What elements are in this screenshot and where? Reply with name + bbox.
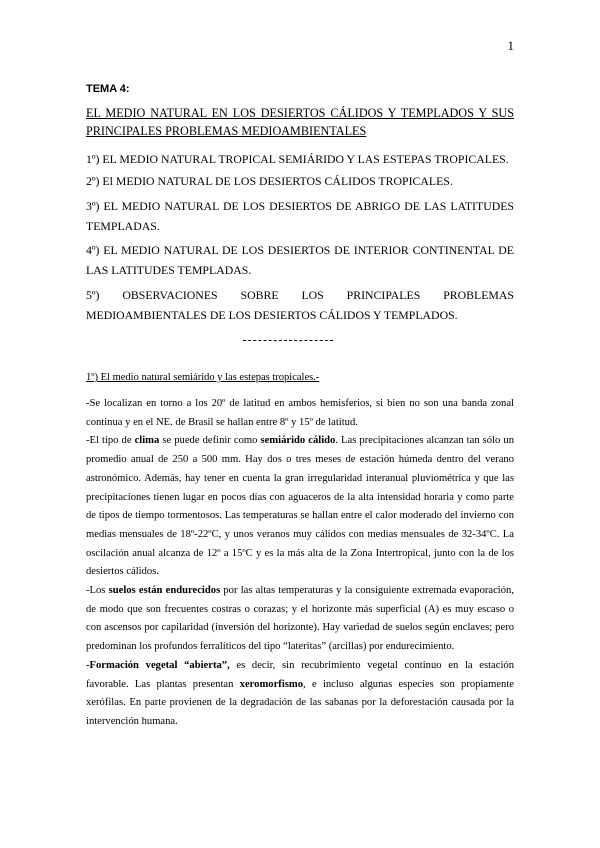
index-item-3: 3º) EL MEDIO NATURAL DE LOS DESIERTOS DE ABRIGO DE LAS LATITUDES TEMPLADAS. [86, 199, 514, 233]
title-line-2: PRINCIPALES PROBLEMAS MEDIOAMBIENTALES [86, 124, 367, 138]
index-item-5: 5º) OBSERVACIONES SOBRE LOS PRINCIPALES PROBLEMAS MEDIOAMBIENTALES DE LOS DESIERTOS CÁLIDOS Y TEMPLADOS. [86, 288, 514, 322]
index-item-2: 2º) El MEDIO NATURAL DE LOS DESIERTOS CÁLIDOS TROPICALES. [86, 174, 453, 188]
topic-heading: TEMA 4: [86, 83, 130, 95]
index-item-1: 1º) EL MEDIO NATURAL TROPICAL SEMIÁRIDO Y LAS ESTEPAS TROPICALES. [86, 152, 509, 166]
page-number: 1 [507, 38, 514, 53]
section-body [86, 395, 514, 732]
index-item-4: 4º) EL MEDIO NATURAL DE LOS DESIERTOS DE INTERIOR CONTINENTAL DE LAS LATITUDES TEMPLADAS. [86, 243, 514, 277]
document-title [86, 104, 514, 140]
paragraph-climate: -El tipo de clima se puede definir como semiárido cálido. Las precipitaciones alcanzan tan sólo un promedio anual de 250 a 500 mm. Hay dos o tres meses de estación húmeda dentro del verano astronómico. Además, hay tener en cuenta la gran irregularidad interanual pluviométrica y que las precipitaciones tienen lugar en pocos días con aguaceros de la alta intensidad horaria y como parte de tipos de tiempo tormentosos. Las temperaturas se hallan entre el calor moderado del invierno con medias mensuales de 18º-22ºC, y unos veranos muy cálidos con medias mensuales de 32-34ºC. La oscilación anual alcanza de 12º a 15ºC y es la más alta de la Zona Intertropical, junto con la de los desiertos cálidos. [86, 435, 514, 578]
section-heading: 1º) El medio natural semiárido y las estepas tropicales.- [86, 372, 320, 383]
paragraph-vegetation: -Formación vegetal “abierta”, es decir, sin recubrimiento vegetal continuo en la estación favorable. Las plantas presentan xeromorfismo, e incluso algunas especies son propiamente xerófilas. En parte provienen de la degradación de las sabanas por la deforestación causada por la intervención humana. [86, 659, 514, 727]
title-line-1: EL MEDIO NATURAL EN LOS DESIERTOS CÁLIDOS Y TEMPLADOS Y SUS [86, 106, 514, 120]
paragraph-location: -Se localizan en torno a los 20º de latitud en ambos hemisferios, si bien no son una banda zonal continua y en el NE. de Brasil se hallan entre 8º y 15º de latitud. [86, 398, 514, 428]
section-divider [243, 340, 333, 341]
paragraph-soils: -Los suelos están endurecidos por las altas temperaturas y la consiguiente extremada evaporación, de modo que son frecuentes costras o corazas; y el horizonte más superficial (A) es muy escaso o con ascensos por capilaridad (inversión del horizonte). Hay variedad de suelos según enclaves; pero predominan los profundos ferralíticos del tipo “lateritas” (arcillas) por endurecimiento. [86, 585, 514, 653]
